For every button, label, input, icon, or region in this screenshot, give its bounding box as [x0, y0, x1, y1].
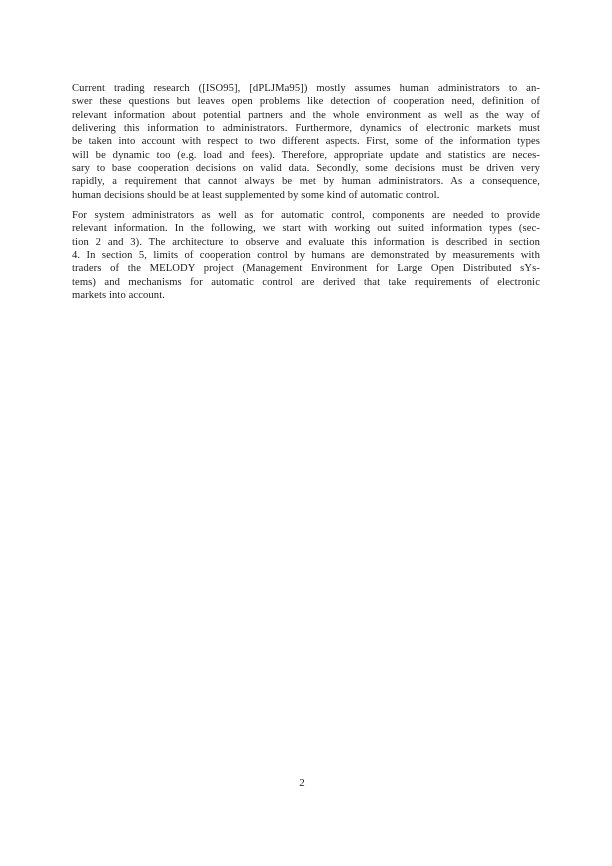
text-line: relevant information. In the following, we start with working out suited information types (sec-	[72, 223, 540, 235]
text-line: rapidly, a requirement that cannot always be met by human administrators. As a consequence,	[72, 176, 540, 188]
text-line: tems) and mechanisms for automatic control are derived that take requirements of electronic	[72, 276, 540, 288]
page-number: 2	[299, 777, 305, 789]
paragraph-1	[72, 82, 540, 202]
body-text	[72, 82, 540, 310]
text-line: relevant information about potential partners and the whole environment as well as the way of	[72, 109, 540, 121]
text-line: swer these questions but leaves open problems like detection of cooperation need, definition of	[72, 96, 540, 108]
text-line: delivering this information to administrators. Furthermore, dynamics of electronic markets must	[72, 123, 540, 135]
text-line: For system administrators as well as for automatic control, components are needed to provide	[72, 210, 540, 222]
text-line: human decisions should be at least supplemented by some kind of automatic control.	[72, 189, 440, 201]
text-line: will be dynamic too (e.g. load and fees). Therefore, appropriate update and statistics are neces-	[72, 149, 540, 161]
text-line: markets into account.	[72, 290, 166, 302]
text-line: be taken into account with respect to two different aspects. First, some of the information types	[72, 136, 540, 148]
text-line: tion 2 and 3). The architecture to observe and evaluate this information is described in section	[72, 236, 540, 248]
text-line: traders of the MELODY project (Management Environment for Large Open Distributed sYs-	[72, 263, 540, 275]
text-line: sary to base cooperation decisions on valid data. Secondly, some decisions must be driven very	[72, 163, 540, 175]
paragraph-2	[72, 209, 540, 302]
text-line: 4. In section 5, limits of cooperation control by humans are demonstrated by measurements with	[72, 250, 540, 262]
text-line: Current trading research ([ISO95], [dPLJMa95]) mostly assumes human administrators to an-	[72, 83, 540, 94]
